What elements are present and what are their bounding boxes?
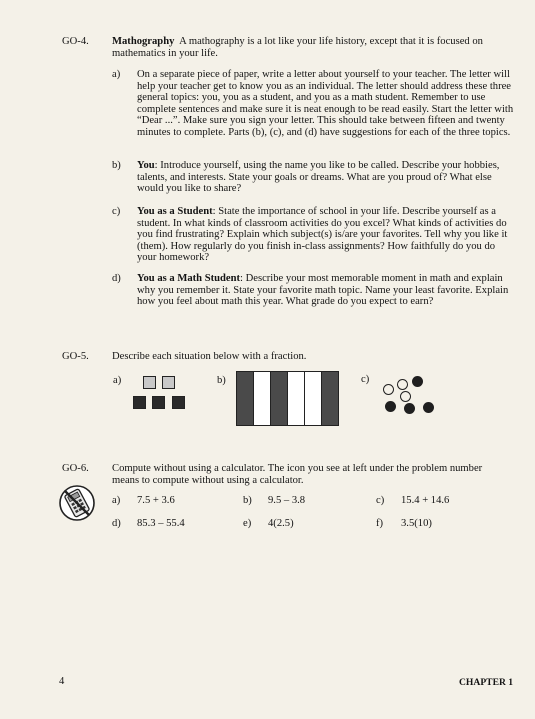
- go6-expr-d: 85.3 – 55.4: [137, 518, 185, 529]
- unshaded-square: [143, 376, 156, 389]
- problem-number-go4: GO-4.: [62, 36, 89, 47]
- go6-expr-e: 4(2.5): [268, 518, 294, 529]
- bars-figure: [236, 371, 339, 426]
- go4-part-c-title: You as a Student: [137, 206, 213, 217]
- unshaded-bar: [287, 371, 305, 426]
- go6-label-f: f): [376, 518, 384, 529]
- go4-intro: [112, 36, 512, 59]
- go4-part-d-label: d): [112, 273, 121, 284]
- go6-label-c: c): [376, 495, 385, 506]
- go6-expr-f: 3.5(10): [401, 518, 432, 529]
- shaded-bar: [321, 371, 339, 426]
- go4-part-b-text: You: Introduce yourself, using the name you like to be called. Describe your hobbies, talents, and interests. State your goals or dreams. What are you proud of? What else would you like to share?: [137, 160, 500, 195]
- go6-prompt: Compute without using a calculator. The icon you see at left under the problem number means to compute without using a calculator.: [112, 463, 483, 486]
- page-number: 4: [59, 676, 65, 687]
- go4-part-b-title: You: [137, 160, 155, 171]
- go5-label-a: a): [113, 375, 122, 386]
- go4-title: Mathography: [112, 36, 175, 47]
- go4-part-a-text: On a separate piece of paper, write a letter about yourself to your teacher. The letter will help your teacher get to know you as an individual. The letter should address these three general topics: you, you as a student, and you as a math student. Remember to use complete sentences and make sure it is neat enough to be read easily. Start the letter with “Dear ...”. Make sure you sign your letter. This should take between fifteen and twenty minutes to complete. Parts (b), (c), and (d) have suggestions for each of the three topics.: [137, 69, 514, 138]
- shaded-square: [172, 396, 185, 409]
- go6-expr-a: 7.5 + 3.6: [137, 495, 175, 506]
- shaded-circle: [404, 403, 415, 414]
- shaded-circle: [412, 376, 423, 387]
- go4-part-a-label: a): [112, 69, 121, 80]
- unshaded-bar: [253, 371, 271, 426]
- unshaded-square: [162, 376, 175, 389]
- go4-part-b-label: b): [112, 160, 121, 171]
- no-calculator-icon: [57, 483, 97, 523]
- squares-figure: [131, 374, 191, 414]
- go5-label-c: c): [361, 374, 370, 385]
- go6-expr-b: 9.5 – 3.8: [268, 495, 306, 506]
- go4-part-c-label: c): [112, 206, 121, 217]
- go4-part-d-title: You as a Math Student: [137, 273, 241, 284]
- go6-label-a: a): [112, 495, 121, 506]
- shaded-circle: [385, 401, 396, 412]
- unshaded-circle: [397, 379, 408, 390]
- go4-intro-text: A mathography is a lot like your life history, except that it is focused on mathematics in your life.: [112, 36, 483, 59]
- shaded-square: [152, 396, 165, 409]
- go6-expr-c: 15.4 + 14.6: [401, 495, 450, 506]
- problem-number-go5: GO-5.: [62, 351, 89, 362]
- go4-part-d-text: You as a Math Student: Describe your most memorable moment in math and explain why you remember it. State your favorite math topic. Name your least favorite. Explain how you feel about math this year. What grade do you expect to earn?: [137, 273, 509, 308]
- go5-label-b: b): [217, 375, 226, 386]
- problem-number-go6: GO-6.: [62, 463, 89, 474]
- go6-label-e: e): [243, 518, 252, 529]
- go6-label-b: b): [243, 495, 252, 506]
- chapter-label: CHAPTER 1: [459, 677, 514, 688]
- shaded-bar: [236, 371, 254, 426]
- unshaded-circle: [400, 391, 411, 402]
- go6-label-d: d): [112, 518, 121, 529]
- go5-prompt: Describe each situation below with a fraction.: [112, 351, 307, 362]
- unshaded-circle: [383, 384, 394, 395]
- shaded-bar: [270, 371, 288, 426]
- circles-figure: [380, 374, 440, 419]
- shaded-circle: [423, 402, 434, 413]
- shaded-square: [133, 396, 146, 409]
- go4-part-c-text: You as a Student: State the importance of school in your life. Describe yourself as a student. In what kinds of classroom activities do you excel? What kinds of activities do you find frustrating? Explain which subject(s) is/are your favorites. Tell why you like it (them). How regularly do you finish in-class assignments? How faithfully do you do your homework?: [137, 206, 508, 264]
- unshaded-bar: [304, 371, 322, 426]
